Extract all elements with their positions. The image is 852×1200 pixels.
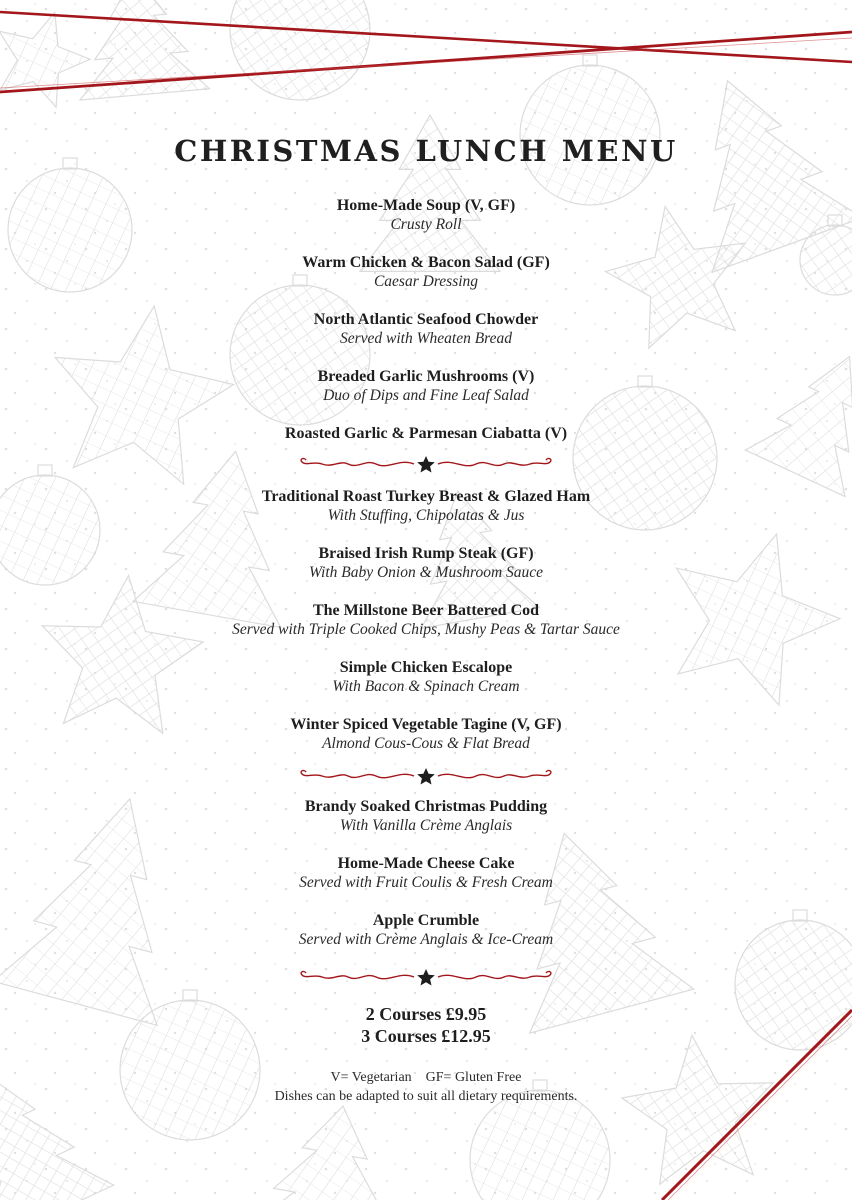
- menu-item: [0, 310, 852, 348]
- flourish-swirl-right: [438, 459, 551, 466]
- dish-name: Traditional Roast Turkey Breast & Glazed Ham: [261, 488, 591, 505]
- menu-item: [0, 253, 852, 291]
- flourish-swirl-left: [301, 972, 414, 979]
- dish-name: Simple Chicken Escalope: [339, 659, 513, 676]
- star-icon: [417, 969, 435, 986]
- flourish-swirl-right: [438, 771, 551, 778]
- dish-description: Caesar Dressing: [373, 273, 479, 290]
- menu-item: [0, 715, 852, 753]
- dish-name: Breaded Garlic Mushrooms (V): [317, 368, 535, 385]
- dish-name: Home-Made Cheese Cake: [337, 855, 515, 872]
- legend-vegetarian: V= Vegetarian: [330, 1070, 412, 1085]
- dish-name: Roasted Garlic & Parmesan Ciabatta (V): [284, 425, 568, 442]
- dish-name: Brandy Soaked Christmas Pudding: [304, 798, 548, 815]
- dish-description: Served with Fruit Coulis & Fresh Cream: [299, 874, 553, 891]
- flourish-swirl-left: [301, 459, 414, 466]
- price-two-courses: 2 Courses £9.95: [365, 1004, 487, 1024]
- menu-title: CHRISTMAS LUNCH MENU: [174, 134, 678, 168]
- price-three-courses: 3 Courses £12.95: [361, 1026, 491, 1046]
- menu-item: [0, 854, 852, 892]
- menu-item: [0, 911, 852, 949]
- menu-item: [0, 367, 852, 405]
- star-icon: [417, 768, 435, 785]
- menu-item: [0, 487, 852, 525]
- dish-description: Served with Triple Cooked Chips, Mushy Peas & Tartar Sauce: [232, 621, 620, 638]
- menu-item: [0, 658, 852, 696]
- dish-name: Warm Chicken & Bacon Salad (GF): [302, 254, 550, 271]
- flourish-divider: [296, 967, 556, 987]
- dish-description: With Stuffing, Chipolatas & Jus: [327, 507, 525, 524]
- star-icon: [417, 456, 435, 473]
- dish-name: Braised Irish Rump Steak (GF): [318, 545, 534, 562]
- dish-description: With Bacon & Spinach Cream: [332, 678, 520, 695]
- dish-name: Apple Crumble: [372, 912, 480, 929]
- menu-item: [0, 424, 852, 443]
- flourish-divider: [296, 766, 556, 786]
- dietary-legend: [0, 1068, 852, 1087]
- dietary-note: Dishes can be adapted to suit all dietary requirements.: [274, 1089, 578, 1104]
- flourish-swirl-right: [438, 972, 551, 979]
- dish-name: The Millstone Beer Battered Cod: [312, 602, 540, 619]
- dish-description: Served with Wheaten Bread: [339, 330, 513, 347]
- legend-gluten-free: GF= Gluten Free: [425, 1070, 522, 1085]
- dish-name: North Atlantic Seafood Chowder: [313, 311, 539, 328]
- dish-description: Served with Crème Anglais & Ice-Cream: [298, 931, 554, 948]
- menu-item: [0, 601, 852, 639]
- menu-item: [0, 797, 852, 835]
- dish-description: Duo of Dips and Fine Leaf Salad: [323, 387, 529, 404]
- flourish-divider: [296, 454, 556, 474]
- dish-name: Winter Spiced Vegetable Tagine (V, GF): [290, 716, 562, 733]
- dish-description: Almond Cous-Cous & Flat Bread: [322, 735, 530, 752]
- dish-name: Home-Made Soup (V, GF): [336, 197, 516, 214]
- dish-description: With Vanilla Crème Anglais: [339, 817, 513, 834]
- dish-description: Crusty Roll: [390, 216, 462, 233]
- flourish-swirl-left: [301, 771, 414, 778]
- dish-description: With Baby Onion & Mushroom Sauce: [308, 564, 544, 581]
- menu-item: [0, 196, 852, 234]
- menu-item: [0, 544, 852, 582]
